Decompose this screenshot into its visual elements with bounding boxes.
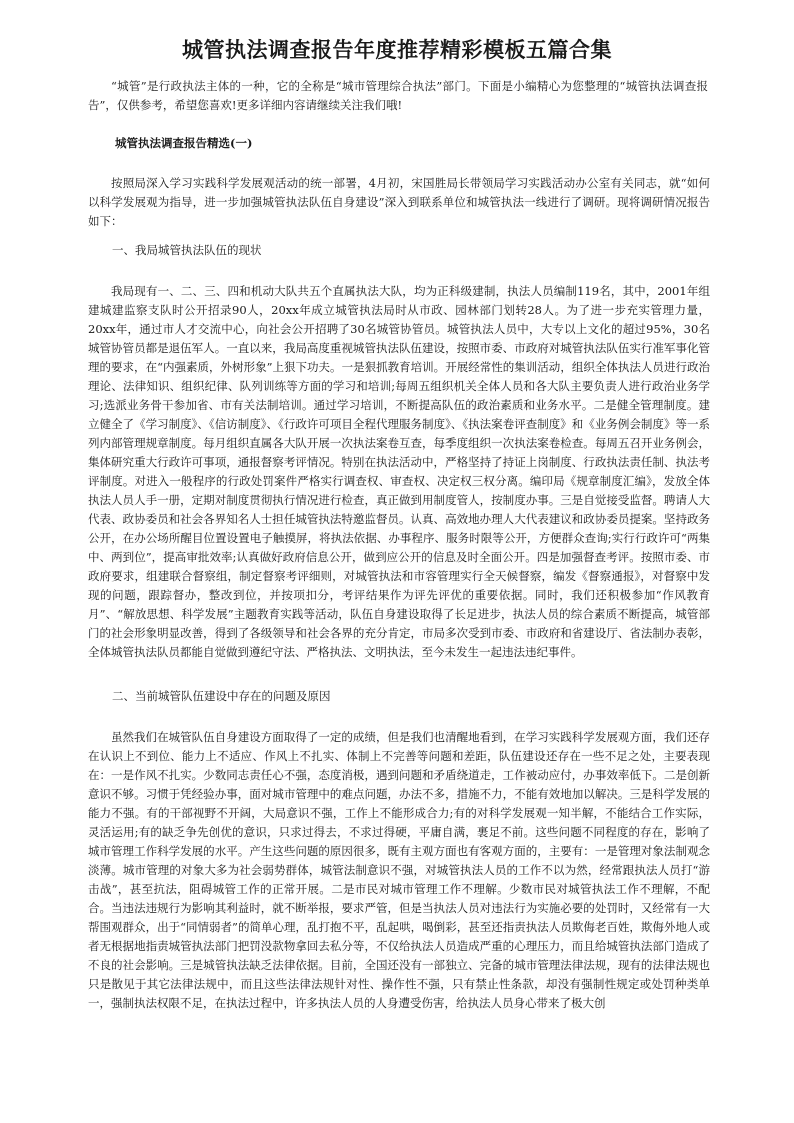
section-title: 城管执法调查报告精选(一) <box>115 136 253 150</box>
intro-paragraph: “城管”是行政执法主体的一种，它的全称是“城市管理综合执法”部门。下面是小编精心为您整理的“城管执法调查报告”，仅供参考，希望您喜欢!更多详细内容请继续关注我们哦! <box>88 79 708 112</box>
paragraph-current-status: 我局现有一、二、三、四和机动大队共五个直属执法大队，均为正科级建制，执法人员编制119名，其中，2001年组建城建监察支队时公开招录90人，20xx年成立城管执法局时从市政、园林部门划转28人。为了进一步充实管理力量，20xx年，通过市人才交流中心，向社会公开招聘了30名城管协管员。城管执法人员中，大专以上文化的超过95%，30名城管协管员都是退伍军人。一直以来，我局高度重视城管执法队伍建设，按照市委、市政府对城管执法队伍实行准军事化管理的要求，在“内强素质，外树形象”上狠下功夫。一是狠抓教育培训。开展经常性的集训活动，组织全体执法人员进行政治理论、法律知识、组织纪律、队列训练等方面的学习和培训;每周五组织机关全体人员和各大队主要负责人进行政治业务学习;选派业务骨干参加省、市有关法制培训。通过学习培训，不断提高队伍的政治素质和业务水平。二是健全管理制度。建立健全了《学习制度》、《信访制度》、《行政许可项目全程代理服务制度》、《执法案卷评查制度》和《业务例会制度》等一系列内部管理规章制度。每月组织直属各大队开展一次执法案卷互查，每季度组织一次执法案卷检查。每周五召开业务例会，集体研究重大行政许可事项，通报督察考评情况。特别在执法活动中，严格坚持了持证上岗制度、行政执法责任制、执法考评制度。对进入一般程序的行政处罚案件严格实行调查权、审查权、决定权三权分离。编印局《规章制度汇编》，发放全体执法人员人手一册，定期对制度贯彻执行情况进行检查，真正做到用制度管人，按制度办事。三是自觉接受监督。聘请人大代表、政协委员和社会各界知名人士担任城管执法特邀监督员。认真、高效地办理人大代表建议和政协委员提案。坚持政务公开，在办公场所醒目位置设置电子触摸屏，将执法依据、办事程序、服务时限等公开，方便群众查询;实行行政许可“两集中、两到位”，提高审批效率;认真做好政府信息公开，做到应公开的信息及时全面公开。四是加强督查考评。按照市委、市政府要求，组建联合督察组，制定督察考评细则，对城管执法和市容管理实行全天候督察，编发《督察通报》，对督察中发现的问题，跟踪督办，整改到位，并按项扣分，考评结果作为评先评优的重要依据。同时，我们还积极参加“作风教育月”、“解放思想、科学发展”主题教育实践等活动，队伍自身建设取得了长足进步，执法人员的综合素质不断提高，城管部门的社会形象明显改善，得到了各级领导和社会各界的充分肯定，市局多次受到市委、市政府和省建设厅、省法制办表彰，全体城管执法队员都能自觉做到遵纪守法、严格执法、文明执法，至今未发生一起违法违纪事件。 <box>88 284 710 659</box>
heading-problems-causes: 二、当前城管队伍建设中存在的问题及原因 <box>112 689 331 703</box>
paragraph-research-background: 按照局深入学习实践科学发展观活动的统一部署，4月初，宋国胜局长带领局学习实践活动办公室有关同志，就“如何以科学发展观为指导，进一步加强城管执法队伍自身建设”深入到联系单位和城管执法一线进行了调研。现将调研情况报告如下： <box>88 176 710 228</box>
document-title: 城管执法调查报告年度推荐精彩模板五篇合集 <box>182 38 612 62</box>
heading-current-status: 一、我局城管执法队伍的现状 <box>112 243 262 257</box>
paragraph-problems-causes: 虽然我们在城管队伍自身建设方面取得了一定的成绩，但是我们也清醒地看到，在学习实践科学发展观方面，我们还存在认识上不到位、能力上不适应、作风上不扎实、体制上不完善等问题和差距，队伍建设还存在一些不足之处，主要表现在：一是作风不扎实。少数同志责任心不强，态度消极，遇到问题和矛盾绕道走，工作被动应付，办事效率低下。二是创新意识不够。习惯于凭经验办事，面对城市管理中的难点问题，办法不多，措施不力，不能有效地加以解决。三是科学发展的能力不强。有的干部视野不开阔，大局意识不强，工作上不能形成合力;有的对科学发展观一知半解，不能结合工作实际，灵活运用;有的缺乏争先创优的意识，只求过得去，不求过得硬，平庸自满，裹足不前。这些问题不同程度的存在，影响了城市管理工作科学发展的水平。产生这些问题的原因很多，既有主观方面也有客观方面的，主要有：一是管理对象法制观念淡薄。城市管理的对象大多为社会弱势群体，城管法制意识不强，对城管执法人员的工作不以为然，经常跟执法人员打“游击战”，甚至抗法，阻碍城管工作的正常开展。二是市民对城市管理工作不理解。少数市民对城管执法工作不理解，不配合。当违法违规行为影响其利益时，就不断举报，要求严管，但是当执法人员对违法行为实施必要的处罚时，又经常有一大帮围观群众，出于“同情弱者”的简单心理，乱打抱不平，乱起哄，喝倒彩，甚至还指责执法人员欺侮老百姓，欺侮外地人或者无根据地指责城管执法部门把罚没款物拿回去私分等，不仅给执法人员造成严重的心理压力，而且给城管执法部门造成了不良的社会影响。三是城管执法缺乏法律依据。目前，全国还没有一部独立、完备的城市管理法律法规，现有的法律法规也只是散见于其它法律法规中，而且这些法律法规针对性、操作性不强，只有禁止性条款，却没有强制性规定或处罚种类单一，强制执法权限不足，在执法过程中，许多执法人员的人身遭受伤害，给执法人员身心带来了极大创 <box>88 730 710 1010</box>
